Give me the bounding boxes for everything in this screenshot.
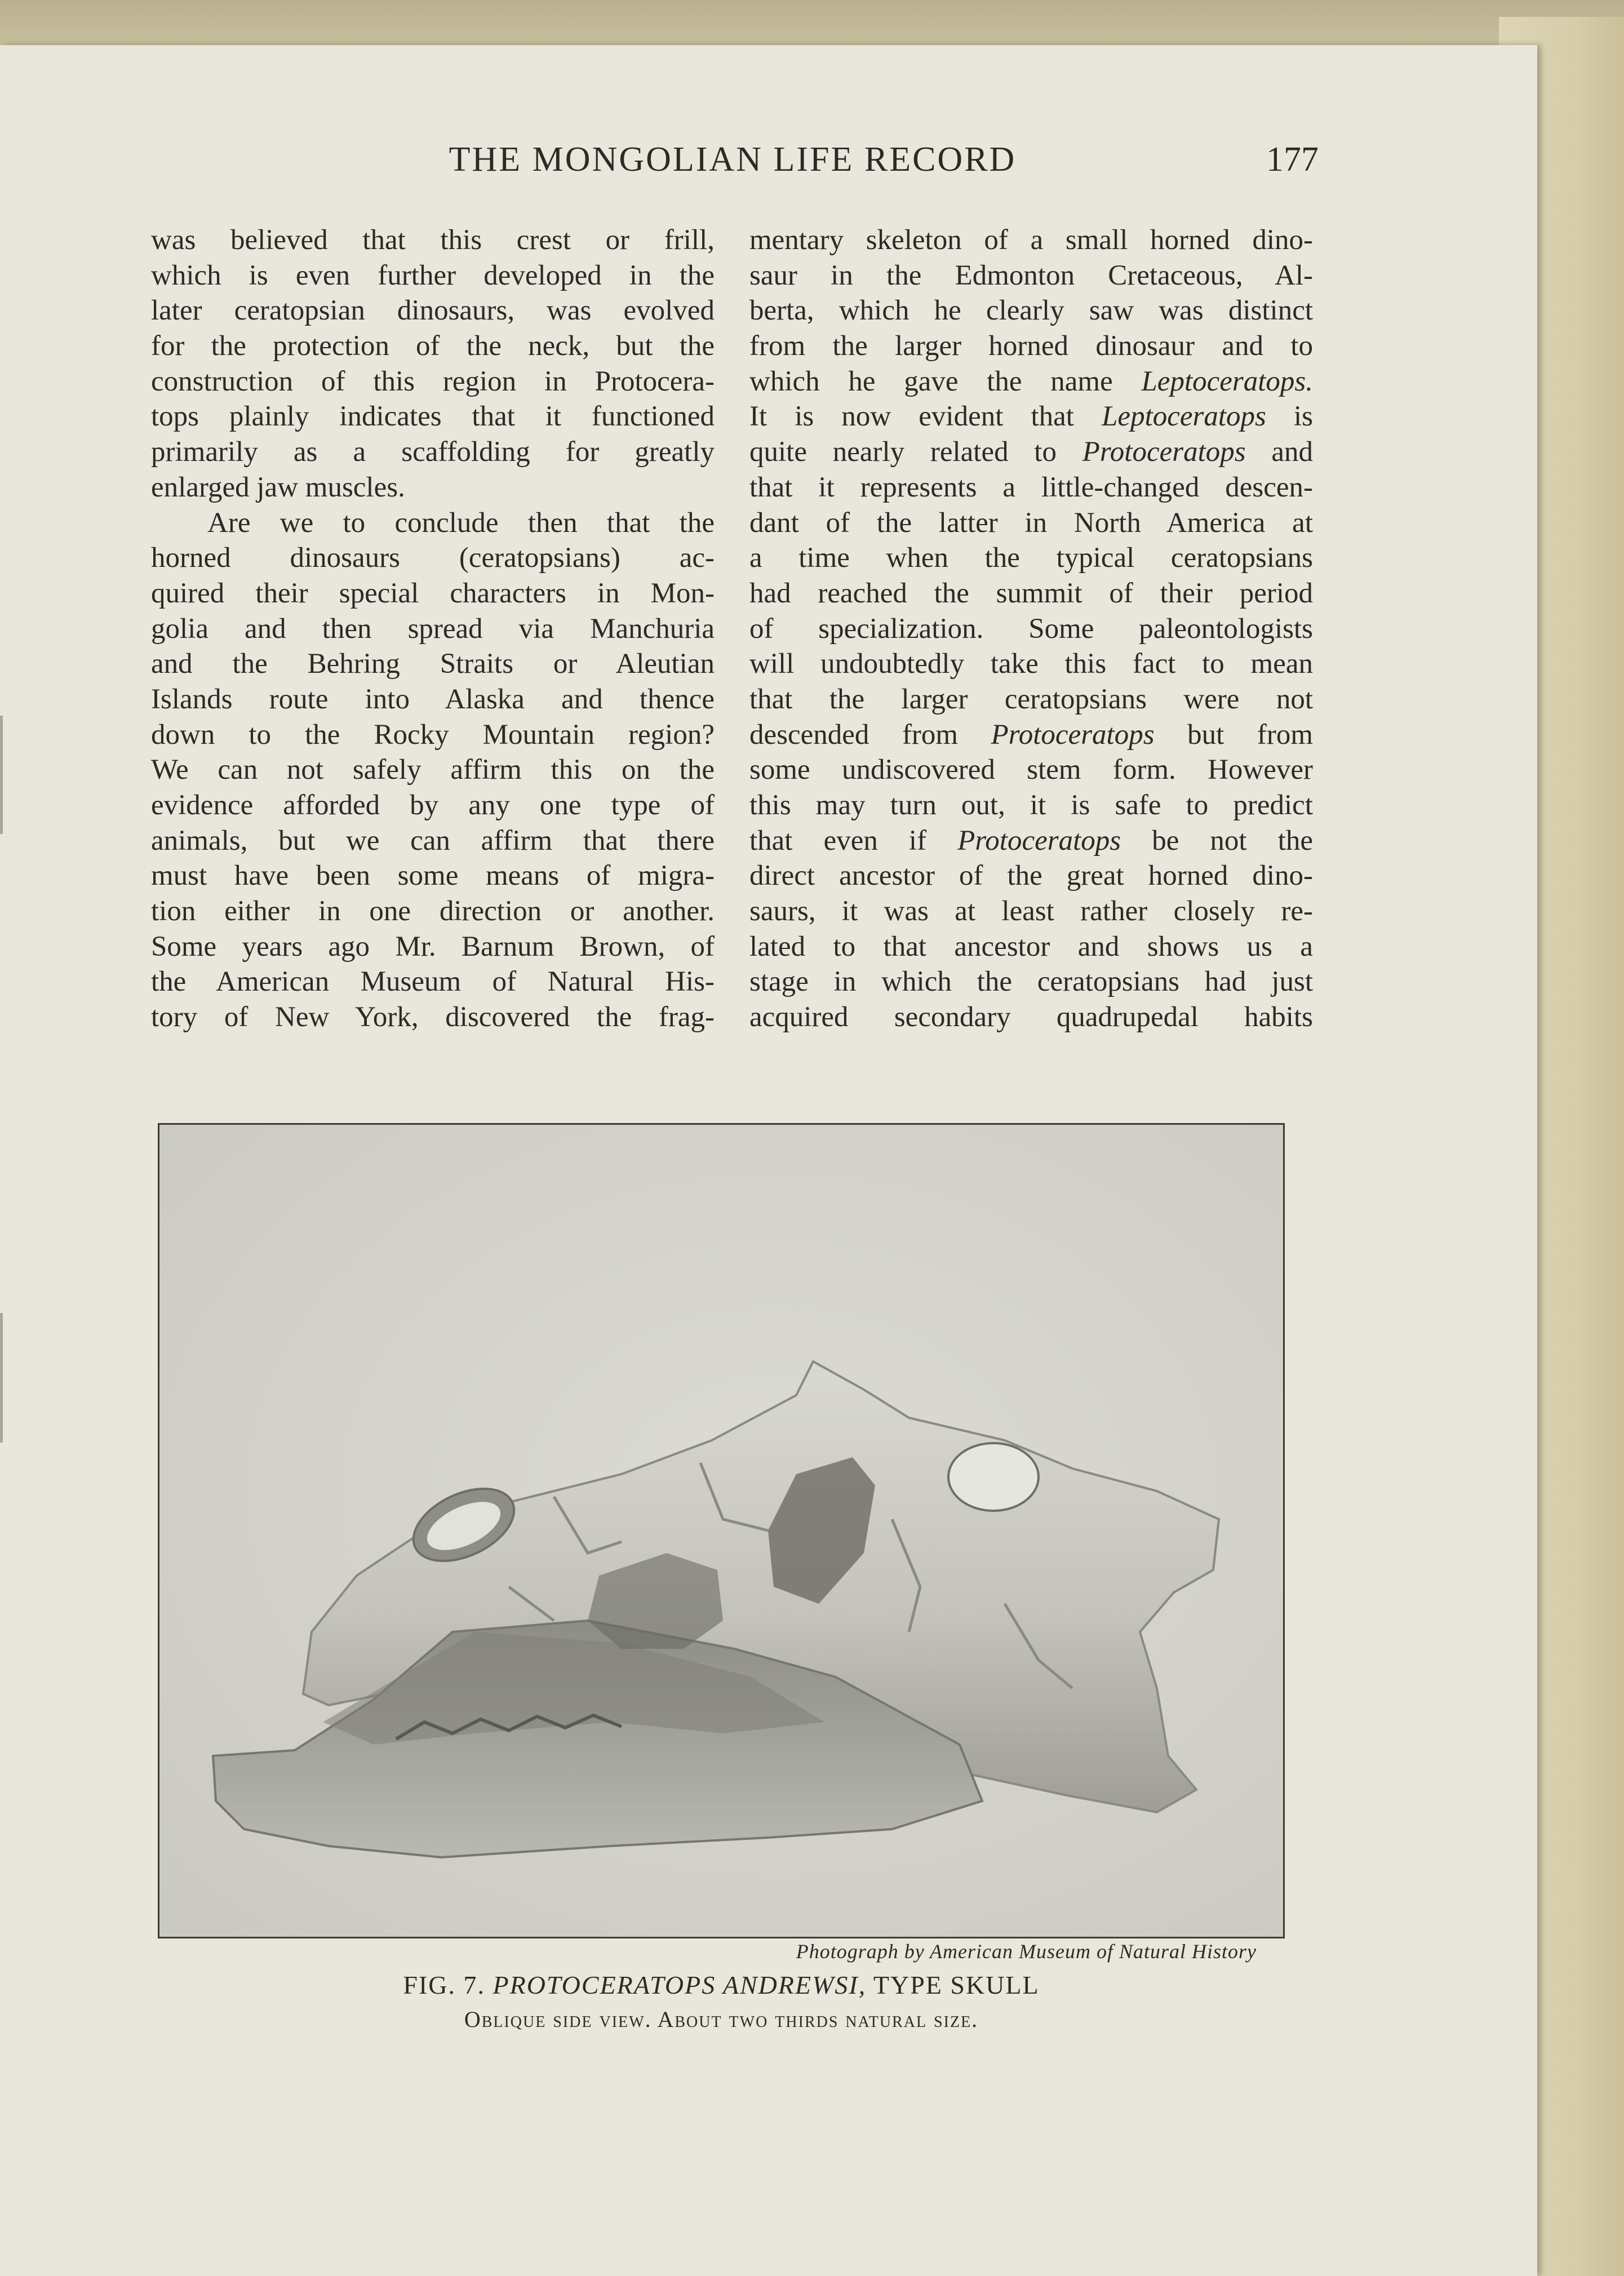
- skull-illustration: [159, 1125, 1285, 1938]
- text-line: acquired secondary quadrupedal habits: [749, 1001, 1313, 1033]
- figure-number: FIG. 7.: [403, 1971, 493, 1999]
- text-line: dant of the latter in North America at: [749, 507, 1313, 539]
- genus-name: Protoceratops: [1082, 436, 1246, 468]
- text-line: tory of New York, discovered the frag-: [151, 1001, 715, 1033]
- text-run: and: [1245, 436, 1313, 468]
- text-line: from the larger horned dinosaur and to: [749, 330, 1313, 362]
- text-line: some undiscovered stem form. However: [749, 754, 1313, 786]
- text-run: that even if: [749, 824, 958, 857]
- photo-credit: Photograph by American Museum of Natural History: [796, 1940, 1257, 1963]
- paragraph: [151, 505, 715, 1035]
- text-line: [749, 823, 1313, 859]
- text-line: animals, but we can affirm that there: [151, 824, 715, 857]
- text-line: later ceratopsian dinosaurs, was evolved: [151, 295, 715, 327]
- text-line: horned dinosaurs (ceratopsians) ac-: [151, 542, 715, 574]
- text-line: that it represents a little-changed descen-: [749, 471, 1313, 503]
- caption-text: TYPE SKULL: [866, 1971, 1040, 1999]
- skull-photograph: [158, 1123, 1285, 1938]
- binding-thread-bottom: [0, 1313, 12, 1443]
- text-line: [749, 399, 1313, 434]
- text-line: saurs, it was at least rather closely re-: [749, 895, 1313, 928]
- page-number: 177: [1266, 140, 1319, 179]
- text-run: descended from: [749, 718, 991, 751]
- running-head: [152, 140, 1319, 190]
- binding-thread-top: [0, 716, 12, 834]
- text-run: be not the: [1121, 824, 1313, 857]
- text-run: but from: [1154, 718, 1314, 751]
- left-text-column: [151, 223, 715, 1035]
- text-line: stage in which the ceratopsians had just: [749, 966, 1313, 998]
- text-line: was believed that this crest or frill,: [151, 224, 715, 256]
- text-line: of specialization. Some paleontologists: [749, 613, 1313, 645]
- text-line: [749, 434, 1313, 470]
- text-line: Islands route into Alaska and thence: [151, 683, 715, 715]
- text-line: primarily as a scaffolding for greatly: [151, 436, 715, 468]
- text-line: tops plainly indicates that it functioned: [151, 401, 715, 433]
- genus-name: Leptoceratops: [1102, 401, 1266, 433]
- text-run: is: [1266, 401, 1313, 433]
- text-line: for the protection of the neck, but the: [151, 330, 715, 362]
- text-line: [749, 364, 1313, 400]
- text-line: We can not safely affirm this on the: [151, 754, 715, 786]
- text-line: saur in the Edmonton Cretaceous, Al-: [749, 259, 1313, 291]
- text-line: Are we to conclude then that the: [207, 507, 715, 539]
- text-line: Some years ago Mr. Barnum Brown, of: [151, 930, 715, 962]
- text-line: [749, 717, 1313, 753]
- text-line: must have been some means of migra-: [151, 860, 715, 892]
- species-name: PROTOCERATOPS ANDREWSI,: [492, 1971, 867, 1999]
- text-line: quired their special characters in Mon-: [151, 577, 715, 609]
- text-line: will undoubtedly take this fact to mean: [749, 648, 1313, 680]
- text-line: golia and then spread via Manchuria: [151, 613, 715, 645]
- text-line: that the larger ceratopsians were not: [749, 683, 1313, 715]
- text-line: down to the Rocky Mountain region?: [151, 718, 715, 751]
- text-line: construction of this region in Protocera-: [151, 365, 715, 397]
- genus-name: Protoceratops: [957, 824, 1121, 857]
- figure-caption: [158, 1970, 1285, 2000]
- genus-name: Leptoceratops.: [1141, 365, 1313, 397]
- text-line: this may turn out, it is safe to predict: [749, 789, 1313, 821]
- text-run: quite nearly related to: [749, 436, 1082, 468]
- text-line: tion either in one direction or another.: [151, 895, 715, 928]
- text-line: enlarged jaw muscles.: [151, 471, 405, 503]
- text-line: and the Behring Straits or Aleutian: [151, 648, 715, 680]
- text-line: the American Museum of Natural His-: [151, 966, 715, 998]
- figure-subcaption: Oblique side view. About two thirds natural size.: [464, 2007, 979, 2032]
- text-line: lated to that ancestor and shows us a: [749, 930, 1313, 962]
- right-text-column: [749, 223, 1313, 1035]
- text-line: direct ancestor of the great horned dino-: [749, 860, 1313, 892]
- running-head-title: THE MONGOLIAN LIFE RECORD: [449, 140, 1017, 179]
- genus-name: Protoceratops: [991, 718, 1155, 751]
- text-line: evidence afforded by any one type of: [151, 789, 715, 821]
- text-line: berta, which he clearly saw was distinct: [749, 295, 1313, 327]
- skull-temporal-opening: [948, 1443, 1039, 1511]
- text-run: It is now evident that: [749, 401, 1102, 433]
- paragraph: [151, 223, 715, 505]
- text-line: which is even further developed in the: [151, 259, 715, 291]
- text-line: a time when the typical ceratopsians: [749, 542, 1313, 574]
- text-line: had reached the summit of their period: [749, 577, 1313, 609]
- text-line: mentary skeleton of a small horned dino-: [749, 224, 1313, 256]
- text-run: which he gave the name: [749, 365, 1142, 397]
